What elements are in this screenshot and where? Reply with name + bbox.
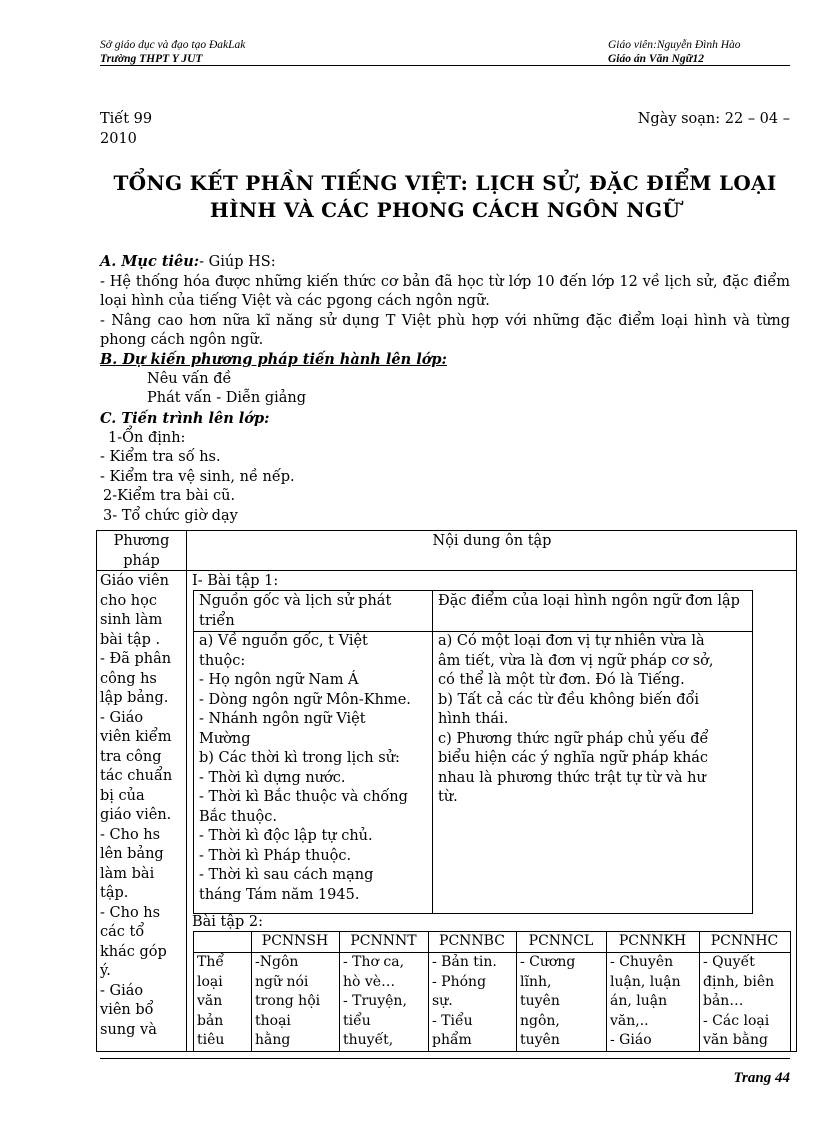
header-teacher: Giáo viên:Nguyễn Đình Hào xyxy=(608,39,741,51)
origin-line: - Thời kì Pháp thuộc. xyxy=(199,847,352,864)
exercise-2-cell-line: -Ngôn xyxy=(255,954,299,970)
section-a-heading-rest: - Giúp HS: xyxy=(199,254,276,270)
exercise-2-cell-line: - Cương xyxy=(520,954,576,970)
exercise-2-body-cell xyxy=(703,953,787,1051)
content-column-header: Nội dung ôn tập xyxy=(432,533,552,549)
method-line: viên kiểm xyxy=(100,729,172,745)
exercise-2-cell-line: - Chuyên xyxy=(610,954,674,970)
exercise-2-cell-line: lĩnh, xyxy=(520,973,552,990)
exercise-2-cell-line: - Truyện, xyxy=(343,993,407,1009)
exercise-2-cell-line: loại xyxy=(197,973,223,990)
origin-line: thuộc: xyxy=(199,652,246,669)
exercise-2-cell-line: tuyên xyxy=(520,1032,560,1048)
exercise-2-cell-line: hằng xyxy=(255,1032,291,1048)
exercise-2-cell-line: văn xyxy=(197,993,223,1009)
origin-line: - Thời kì sau cách mạng xyxy=(199,867,374,883)
origin-line: a) Về nguồn gốc, t Việt xyxy=(199,633,368,649)
exercise-2-cell-line: bản… xyxy=(703,993,744,1009)
method-line: khác góp xyxy=(100,943,167,960)
exercise-2-title: Bài tập 2: xyxy=(192,914,264,930)
exercise-1-title: I- Bài tập 1: xyxy=(192,573,279,589)
method-line: lập bảng. xyxy=(100,690,169,706)
section-b-item-1: Nêu vấn đề xyxy=(147,370,232,387)
page-title xyxy=(100,170,790,224)
method-line: - Cho hs xyxy=(100,826,161,843)
exercise-2-cell-line: sự. xyxy=(432,993,453,1009)
origin-line: - Họ ngôn ngữ Nam Á xyxy=(199,672,359,688)
origin-line: - Thời kì Bắc thuộc và chống xyxy=(199,789,408,805)
exercise-2-cell-line: - Tiểu xyxy=(432,1012,473,1029)
method-line: ý. xyxy=(100,963,111,979)
footer-divider xyxy=(100,1058,790,1059)
method-line: tập. xyxy=(100,885,129,901)
exercise-2-body-cell xyxy=(610,953,696,1051)
exercise-2-header-cell: PCNNBC xyxy=(439,933,505,949)
method-line: làm bài xyxy=(100,865,155,882)
exercise-2-body-cell xyxy=(197,953,248,1051)
exercise-2-cell-line: văn,.. xyxy=(610,1012,649,1029)
origin-line: tháng Tám năm 1945. xyxy=(199,886,360,903)
exercise-2-cell-line: án, luận xyxy=(610,993,668,1009)
exercise-2-header-cell: PCNNNT xyxy=(350,933,417,949)
table-header-divider xyxy=(96,570,797,571)
origin-line: - Dòng ngôn ngữ Môn-Khme. xyxy=(199,691,411,708)
method-column-header: Phương pháp xyxy=(113,533,170,569)
section-b xyxy=(100,350,790,409)
exercise-2-header-cell: PCNNCL xyxy=(528,933,594,949)
method-line: sinh làm xyxy=(100,612,163,628)
exercise-2-cell-line: - Bản tin. xyxy=(432,954,497,970)
section-a xyxy=(100,252,790,351)
exercise-2-column-divider xyxy=(193,931,194,1052)
exercise-1-features-content xyxy=(438,632,750,808)
feature-line: c) Phương thức ngữ pháp chủ yếu để xyxy=(438,730,709,747)
exercise-2-body-cell xyxy=(255,953,336,1051)
section-c-line: - Kiểm tra số hs. xyxy=(100,449,221,465)
method-line: - Giáo xyxy=(100,709,144,726)
exercise-2-cell-line: Thể xyxy=(197,954,224,970)
method-line: bị của xyxy=(100,787,145,804)
feature-line: biểu hiện các ý nghĩa ngữ pháp khác xyxy=(438,750,709,766)
exercise-2-cell-line: phẩm xyxy=(432,1032,472,1048)
exercise-2-body-cell xyxy=(343,953,425,1051)
method-line: cho học xyxy=(100,592,157,609)
lesson-period: Tiết 99 xyxy=(100,111,153,127)
exercise-2-cell-line: tiểu xyxy=(343,1012,371,1029)
exercise-2-cell-line: định, biên xyxy=(703,973,775,990)
section-c-line: 3- Tổ chức giờ dạy xyxy=(103,507,238,524)
exercise-2-header-cell: PCNNHC xyxy=(710,933,779,949)
method-line: bài tập . xyxy=(100,631,161,648)
exercise-2-cell-line: ngôn, xyxy=(520,1012,560,1029)
feature-line: nhau là phương thức trật tự từ và hư xyxy=(438,769,706,786)
method-line: các tổ xyxy=(100,924,145,940)
method-line: giáo viên. xyxy=(100,807,172,823)
exercise-2-cell-line: văn bằng xyxy=(703,1032,769,1048)
exercise-2-cell-line: trong hội xyxy=(255,993,321,1009)
title-line-1: TỔNG KẾT PHẦN TIẾNG VIỆT: LỊCH SỬ, ĐẶC ĐIỂM LOẠI xyxy=(113,171,777,195)
feature-line: âm tiết, vừa là đơn vị ngữ pháp cơ sở, xyxy=(438,652,714,669)
section-c-heading: C. Tiến trình lên lớp: xyxy=(100,410,270,427)
header-department: Sở giáo dục và đạo tạo ĐakLak xyxy=(100,39,246,51)
exercise-2-cell-line: - Các loại xyxy=(703,1012,770,1029)
title-line-2: HÌNH VÀ CÁC PHONG CÁCH NGÔN NGỮ xyxy=(209,198,681,222)
exercise-2-body-cell xyxy=(520,953,603,1051)
section-a-paragraph-2: - Nâng cao hơn nữa kĩ năng sử dụng T Việt phù hợp với những đặc điểm loại hình và từng phong cách ngôn ngữ. xyxy=(100,312,790,348)
origin-line: Bắc thuộc. xyxy=(199,808,277,825)
method-line: viên bổ xyxy=(100,1002,154,1018)
exercise-2-cell-line: - Giáo xyxy=(610,1032,652,1048)
lesson-year: 2010 xyxy=(100,131,137,147)
section-a-heading: A. Mục tiêu: xyxy=(100,253,200,270)
method-line: - Cho hs xyxy=(100,904,161,921)
method-line: - Đã phân xyxy=(100,651,172,667)
exercise-2-column-divider xyxy=(790,931,791,1052)
origin-line: - Thời kì dựng nước. xyxy=(199,769,346,786)
exercise-2-cell-line: thuyết, xyxy=(343,1032,394,1048)
header-divider xyxy=(100,65,790,66)
exercise-2-cell-line: tuyên xyxy=(520,993,560,1009)
exercise-2-cell-line: bản xyxy=(197,1012,224,1029)
exercise-2-cell-line: - Quyết xyxy=(703,954,755,970)
feature-line: từ. xyxy=(438,789,458,805)
exercise-2-cell-line: tiêu xyxy=(197,1032,225,1048)
lesson-date: Ngày soạn: 22 – 04 – xyxy=(637,111,790,127)
section-a-paragraph-1: - Hệ thống hóa được những kiến thức cơ bản đã học từ lớp 10 đến lớp 12 về lịch sử, đặc điểm loại hình của tiếng Việt và các pgong cách ngôn ngữ. xyxy=(100,273,790,309)
method-line: - Giáo xyxy=(100,982,144,999)
origin-line: - Thời kì độc lập tự chủ. xyxy=(199,828,373,844)
method-line: tra công xyxy=(100,748,162,765)
feature-line: có thể là một từ đơn. Đó là Tiếng. xyxy=(438,672,685,688)
page-number: Trang 44 xyxy=(733,1070,790,1086)
section-c xyxy=(100,409,790,526)
exercise-2-cell-line: - Thơ ca, xyxy=(343,954,405,970)
feature-line: a) Có một loại đơn vị tự nhiên vừa là xyxy=(438,633,705,649)
section-c-line: 1-Ổn định: xyxy=(108,429,186,446)
exercise-2-cell-line: thoại xyxy=(255,1012,291,1029)
method-line: tác chuẩn xyxy=(100,768,173,784)
exercise-2-body-cell xyxy=(432,953,513,1051)
header-school: Trường THPT Y JUT xyxy=(100,53,203,65)
section-c-line: 2-Kiểm tra bài cũ. xyxy=(103,488,236,504)
exercise-2-cell-line: hò vè… xyxy=(343,973,396,990)
exercise-1-origin-content xyxy=(199,632,429,905)
section-b-item-2: Phát vấn - Diễn giảng xyxy=(147,390,307,406)
exercise-2-cell-line: luận, luận xyxy=(610,973,681,990)
section-b-heading: B. Dự kiến phương pháp tiến hành lên lớp: xyxy=(100,351,447,368)
exercise-2-cell-line: - Phóng xyxy=(432,973,487,990)
exercise-2-header-cell: PCNNKH xyxy=(618,933,687,949)
feature-line: b) Tất cả các từ đều không biến đổi xyxy=(438,691,699,708)
method-column xyxy=(100,572,185,1040)
origin-line: b) Các thời kì trong lịch sử: xyxy=(199,750,400,766)
exercise-1-header-features: Đặc điểm của loại hình ngôn ngữ đơn lập xyxy=(438,593,740,609)
method-line: sung và xyxy=(100,1021,157,1038)
header-subject: Giáo án Văn Ngữ12 xyxy=(608,53,705,65)
method-line: Giáo viên xyxy=(100,573,169,589)
exercise-1-column-divider xyxy=(432,590,433,914)
origin-line: Mường xyxy=(199,730,251,747)
exercise-2-cell-line: ngữ nói xyxy=(255,973,309,990)
origin-line: - Nhánh ngôn ngữ Việt xyxy=(199,711,366,727)
table-column-divider xyxy=(186,530,187,1052)
feature-line: hình thái. xyxy=(438,711,509,727)
exercise-2-header-cell: PCNNSH xyxy=(261,933,329,949)
method-line: lên bảng xyxy=(100,846,164,862)
exercise-1-header-origin: Nguồn gốc và lịch sử phát triển xyxy=(199,593,392,629)
section-c-line: - Kiểm tra vệ sinh, nề nếp. xyxy=(100,468,295,485)
method-line: công hs xyxy=(100,670,157,687)
